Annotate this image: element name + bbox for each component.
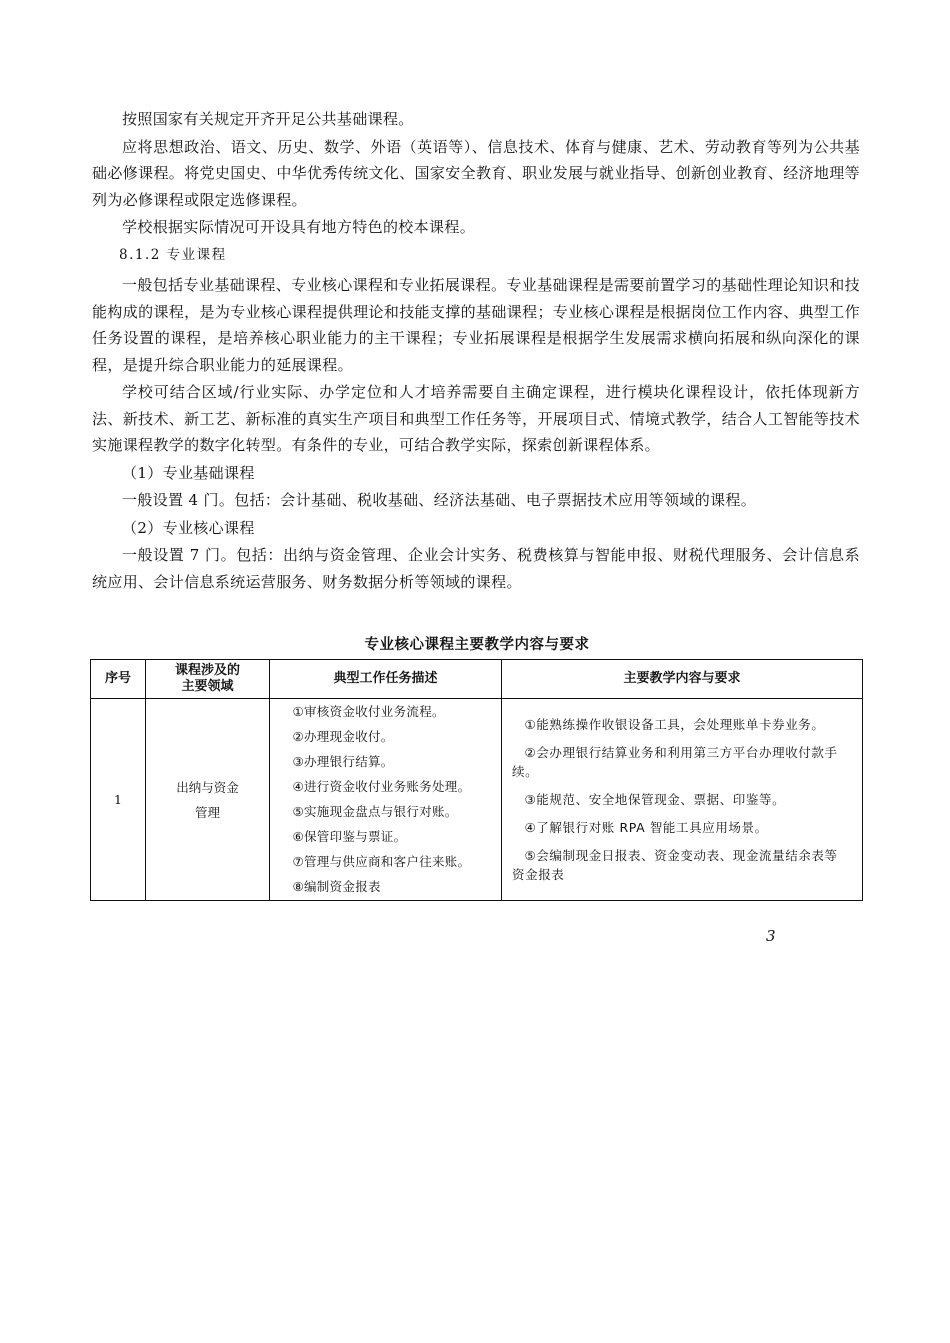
row-domain-line2: 管理 <box>194 804 220 820</box>
body-text <box>92 106 860 595</box>
task-item: ④进行资金收付业务账务处理。 <box>292 779 471 794</box>
req-item: ⑤会编制现金日报表、资金变动表、现金流量结余表等资金报表 <box>512 848 838 882</box>
task-item: ⑧编制资金报表 <box>292 879 381 894</box>
core-course-table <box>90 659 863 901</box>
header-num: 序号 <box>91 660 146 699</box>
task-item: ②办理现金收付。 <box>292 729 394 744</box>
header-tasks: 典型工作任务描述 <box>270 660 502 699</box>
paragraph: 应将思想政治、语文、历史、数学、外语（英语等）、信息技术、体育与健康、艺术、劳动教育等列为公共基础必修课程。将党史国史、中华优秀传统文化、国家安全教育、职业发展与就业指导、创新创业教育、经济地理等列为必修课程或限定选修课程。 <box>92 137 860 209</box>
paragraph: 一般设置 7 门。包括：出纳与资金管理、企业会计实务、税费核算与智能申报、财税代理服务、会计信息系统应用、会计信息系统运营服务、财务数据分析等领域的课程。 <box>92 546 860 591</box>
task-item: ①审核资金收付业务流程。 <box>292 704 445 719</box>
row-domain <box>146 699 270 901</box>
row-num: 1 <box>91 699 146 901</box>
row-tasks <box>270 699 502 901</box>
row-domain-line1: 出纳与资金 <box>176 779 239 795</box>
header-domain-line2: 主要领域 <box>181 679 234 694</box>
req-item: ④了解银行对账 RPA 智能工具应用场景。 <box>524 820 768 835</box>
page-number: 3 <box>766 927 776 945</box>
req-item: ①能熟练操作收银设备工具，会处理账单卡券业务。 <box>524 717 825 732</box>
subsection-title-basic: （1）专业基础课程 <box>122 463 255 482</box>
header-domain <box>146 660 270 699</box>
paragraph: 一般设置 4 门。包括：会计基础、税收基础、经济法基础、电子票据技术应用等领域的课程。 <box>122 491 757 509</box>
section-heading: 8.1.2 专业课程 <box>119 246 227 263</box>
paragraph: 学校根据实际情况可开设具有地方特色的校本课程。 <box>122 218 476 236</box>
header-domain-line1: 课程涉及的 <box>174 663 240 678</box>
task-item: ⑤实施现金盘点与银行对账。 <box>292 804 458 819</box>
header-reqs: 主要教学内容与要求 <box>502 660 863 699</box>
req-item: ②会办理银行结算业务和利用第三方平台办理收付款手续。 <box>512 745 838 779</box>
task-item: ⑥保管印鉴与票证。 <box>292 829 407 844</box>
table-row <box>91 699 863 901</box>
paragraph: 按照国家有关规定开齐开足公共基础课程。 <box>122 110 414 128</box>
task-item: ③办理银行结算。 <box>292 754 394 769</box>
paragraph: 学校可结合区域/行业实际、办学定位和人才培养需要自主确定课程，进行模块化课程设计，依托体现新方法、新技术、新工艺、新标准的真实生产项目和典型工作任务等，开展项目式、情境式教学，结合人工智能等技术实施课程教学的数字化转型。有条件的专业，可结合教学实际，探索创新课程体系。 <box>92 383 860 454</box>
table-header-row <box>91 660 863 699</box>
req-item: ③能规范、安全地保管现金、票据、印鉴等。 <box>524 792 786 807</box>
table-title: 专业核心课程主要教学内容与要求 <box>364 637 590 653</box>
row-reqs <box>502 699 863 901</box>
task-item: ⑦管理与供应商和客户往来账。 <box>292 854 471 869</box>
subsection-title-core: （2）专业核心课程 <box>122 518 255 537</box>
paragraph: 一般包括专业基础课程、专业核心课程和专业拓展课程。专业基础课程是需要前置学习的基础性理论知识和技能构成的课程，是为专业核心课程提供理论和技能支撑的基础课程；专业核心课程是根据岗位工作内容、典型工作任务设置的课程，是培养核心职业能力的主干课程；专业拓展课程是根据学生发展需求横向拓展和纵向深化的课程，是提升综合职业能力的延展课程。 <box>92 276 860 374</box>
